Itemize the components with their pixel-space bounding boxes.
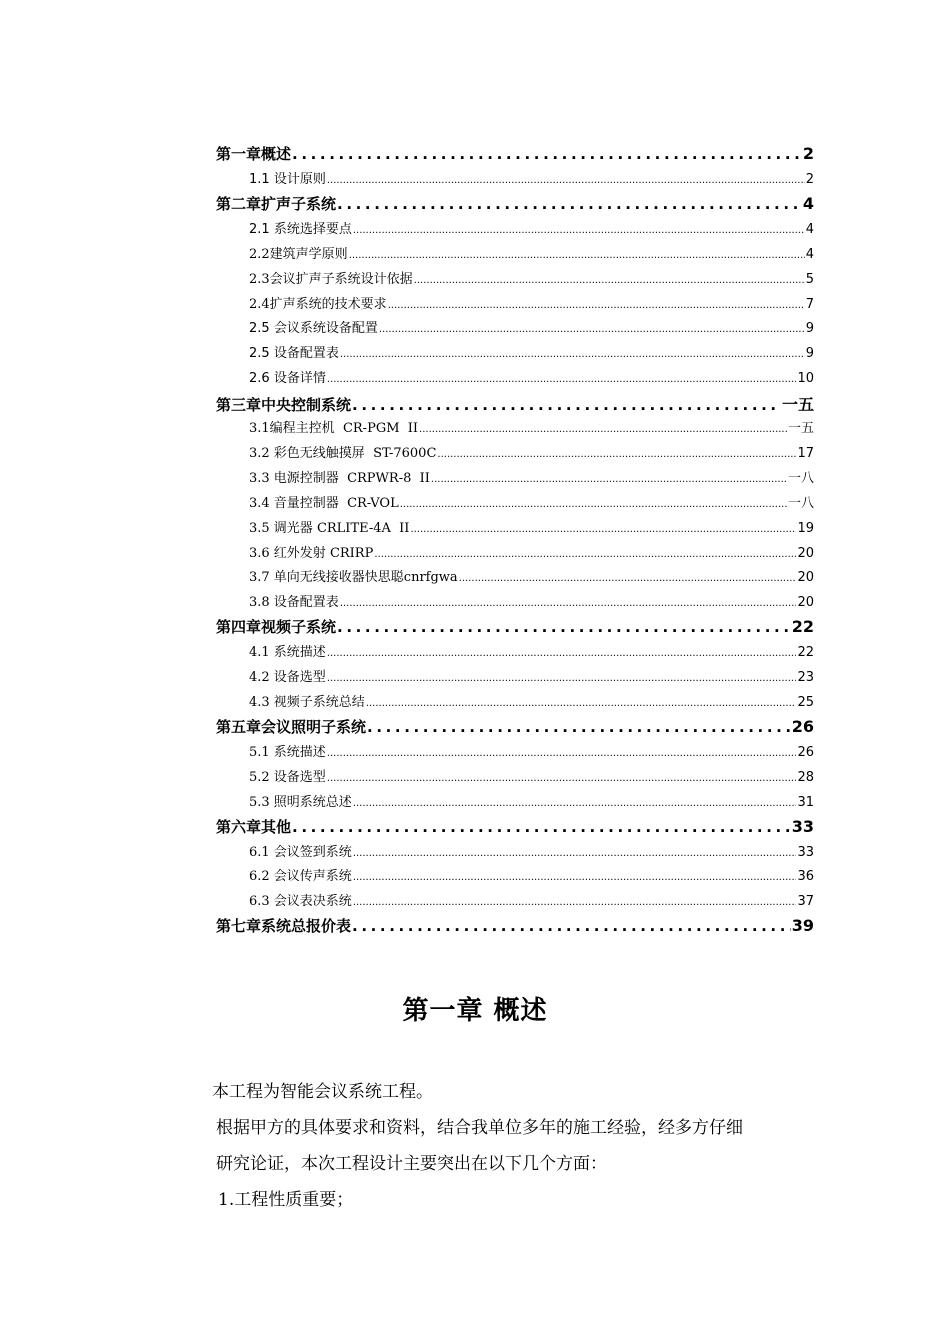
toc-page-number: 26 [791,716,814,736]
toc-section-entry[interactable] [216,243,814,268]
dot-leader [419,424,787,435]
chapter-heading: 第一章 概述 [402,996,548,1026]
dot-leader [340,598,797,609]
dot-leader [400,499,787,510]
toc-entry-title: 会议系统设备配置 [273,321,378,337]
dot-leader [353,897,797,908]
toc-page-number: 一八 [787,495,814,511]
toc-entry-title: 6.2 会议传声系统 [249,869,352,885]
toc-entry-title: 第一章概述 [216,145,292,163]
toc-page-number: 20 [797,545,814,561]
toc-entry-title: 5.3 照明系统总述 [249,794,352,810]
toc-section-entry[interactable] [216,293,814,318]
toc-page-number: 9 [805,346,814,362]
toc-entry-title: 3.5 调光器 CRLITE-4A II [249,520,410,536]
toc-section-entry[interactable] [216,566,814,591]
toc-page-number: 10 [797,371,814,387]
toc-chapter-entry[interactable] [216,816,814,841]
dot-leader [327,648,797,659]
toc-chapter-entry[interactable] [216,193,814,218]
toc-entry-title: 2.4扩声系统的技术要求 [249,296,387,312]
toc-page-number: 2 [802,144,814,163]
toc-page-number: 4 [805,246,814,262]
toc-section-number: 1.1 [249,172,270,187]
dot-leader [352,917,791,935]
toc-section-entry[interactable] [216,317,814,342]
toc-page-number: 19 [797,520,814,536]
toc-chapter-entry[interactable] [216,143,814,168]
toc-section-entry[interactable] [216,268,814,293]
toc-entry-title: 3.1编程主控机 CR-PGM II [249,421,419,437]
toc-section-entry[interactable] [216,417,814,442]
dot-leader [366,698,797,709]
table-of-contents [216,143,814,940]
toc-entry-title: 系统选择要点 [273,221,352,237]
toc-section-entry[interactable] [216,691,814,716]
paragraph: 根据甲方的具体要求和资料，结合我单位多年的施工经验，经多方仔细 [216,1118,743,1138]
toc-entry-title: 2.3会议扩声子系统设计依据 [249,271,413,287]
toc-section-entry[interactable] [216,168,814,193]
toc-page-number: 一五 [787,421,814,437]
dot-leader [337,195,802,213]
dot-leader [431,474,787,485]
toc-section-entry[interactable] [216,517,814,542]
toc-page-number: 31 [797,794,814,810]
toc-entry-title: 3.7 单向无线接收器快思聪cnrfgwa [249,570,458,586]
toc-page-number: 17 [797,446,814,462]
dot-leader [353,872,797,883]
toc-page-number: 26 [797,744,814,760]
dot-leader [379,324,805,335]
dot-leader [410,524,796,535]
dot-leader [349,250,805,261]
toc-page-number: 20 [797,595,814,611]
toc-entry-title: 第三章中央控制系统 [216,396,352,415]
toc-entry-title: 4.3 视频子系统总结 [249,695,365,711]
dot-leader [327,773,797,784]
toc-section-number: 2.1 [249,221,270,237]
toc-entry-title: 设备详情 [273,371,326,387]
toc-entry-title: 4.1 系统描述 [249,645,326,661]
toc-entry-title: 5.2 设备选型 [249,769,326,785]
toc-entry-title: 3.4 音量控制器 CR-VOL [249,495,399,511]
toc-entry-title: 5.1 系统描述 [249,744,326,760]
dot-leader [353,225,805,236]
toc-entry-title: 3.3 电源控制器 CRPWR-8 II [249,470,430,486]
toc-section-entry[interactable] [216,641,814,666]
toc-entry-title: 第四章视频子系统 [216,618,337,637]
dot-leader [352,396,781,414]
toc-page-number: 23 [797,670,814,686]
toc-page-number: 一五 [781,395,814,415]
dot-leader [414,275,805,286]
toc-page-number: 7 [805,296,814,312]
dot-leader [337,618,791,636]
toc-page-number: 33 [797,844,814,860]
toc-section-entry[interactable] [216,841,814,866]
dot-leader [340,349,805,360]
dot-leader [327,748,797,759]
toc-page-number: 2 [805,172,814,187]
toc-entry-title: 6.3 会议表决系统 [249,894,352,910]
toc-page-number: 4 [805,221,814,237]
toc-entry-title: 4.2 设备选型 [249,670,326,686]
dot-leader [292,145,802,163]
toc-page-number: 20 [797,570,814,586]
dot-leader [388,300,805,311]
toc-entry-title: 设计原则 [273,172,326,187]
toc-entry-title: 第二章扩声子系统 [216,194,337,213]
toc-entry-title: 3.2 彩色无线触摸屏 ST-7600C [249,446,437,462]
toc-section-entry[interactable] [216,342,814,367]
toc-section-number: 2.6 [249,371,270,387]
toc-entry-title: 第七章系统总报价表 [216,917,352,936]
toc-page-number: 5 [805,271,814,287]
toc-section-entry[interactable] [216,467,814,492]
toc-page-number: 22 [791,617,814,637]
toc-chapter-entry[interactable] [216,915,814,940]
dot-leader [327,175,805,186]
toc-chapter-entry[interactable] [216,392,814,417]
toc-entry-title: 第五章会议照明子系统 [216,717,367,736]
toc-section-entry[interactable] [216,367,814,392]
dot-leader [327,374,797,385]
toc-page-number: 25 [797,695,814,711]
toc-page-number: 9 [805,321,814,337]
toc-chapter-entry[interactable] [216,716,814,741]
toc-section-number: 2.5 [249,321,270,337]
paragraph: 本工程为智能会议系统工程。 [212,1082,433,1102]
toc-section-entry[interactable] [216,542,814,567]
paragraph: 研究论证，本次工程设计主要突出在以下几个方面： [216,1154,607,1174]
toc-section-entry[interactable] [216,442,814,467]
toc-chapter-entry[interactable] [216,616,814,641]
toc-entry-title: 3.6 红外发射 CRIRP [249,545,374,561]
toc-entry-title: 2.2建筑声学原则 [249,246,348,262]
dot-leader [353,798,797,809]
toc-page-number: 39 [791,916,814,936]
body-text [212,1074,822,1218]
toc-page-number: 33 [791,816,814,836]
toc-section-entry[interactable] [216,865,814,890]
dot-leader [459,573,797,584]
toc-page-number: 22 [797,645,814,661]
toc-page-number: 一八 [787,470,814,486]
dot-leader [367,718,791,736]
toc-section-entry[interactable] [216,791,814,816]
toc-entry-title: 6.1 会议签到系统 [249,844,352,860]
toc-entry-title: 第六章其他 [216,817,292,836]
dot-leader [292,818,791,836]
dot-leader [374,549,796,560]
toc-section-entry[interactable] [216,591,814,616]
toc-page-number: 36 [797,869,814,885]
toc-section-entry[interactable] [216,766,814,791]
dot-leader [437,449,796,460]
toc-page-number: 28 [797,769,814,785]
toc-section-number: 2.5 [249,346,270,362]
toc-section-entry[interactable] [216,890,814,915]
toc-page-number: 4 [802,193,814,213]
toc-entry-title: 设备配置表 [273,346,339,362]
toc-section-entry[interactable] [216,492,814,517]
toc-section-entry[interactable] [216,218,814,243]
toc-entry-title: 3.8 设备配置表 [249,595,339,611]
paragraph: 1.工程性质重要； [218,1190,354,1210]
dot-leader [327,673,797,684]
toc-page-number: 37 [797,894,814,910]
dot-leader [353,848,797,859]
toc-section-entry[interactable] [216,741,814,766]
toc-section-entry[interactable] [216,666,814,691]
